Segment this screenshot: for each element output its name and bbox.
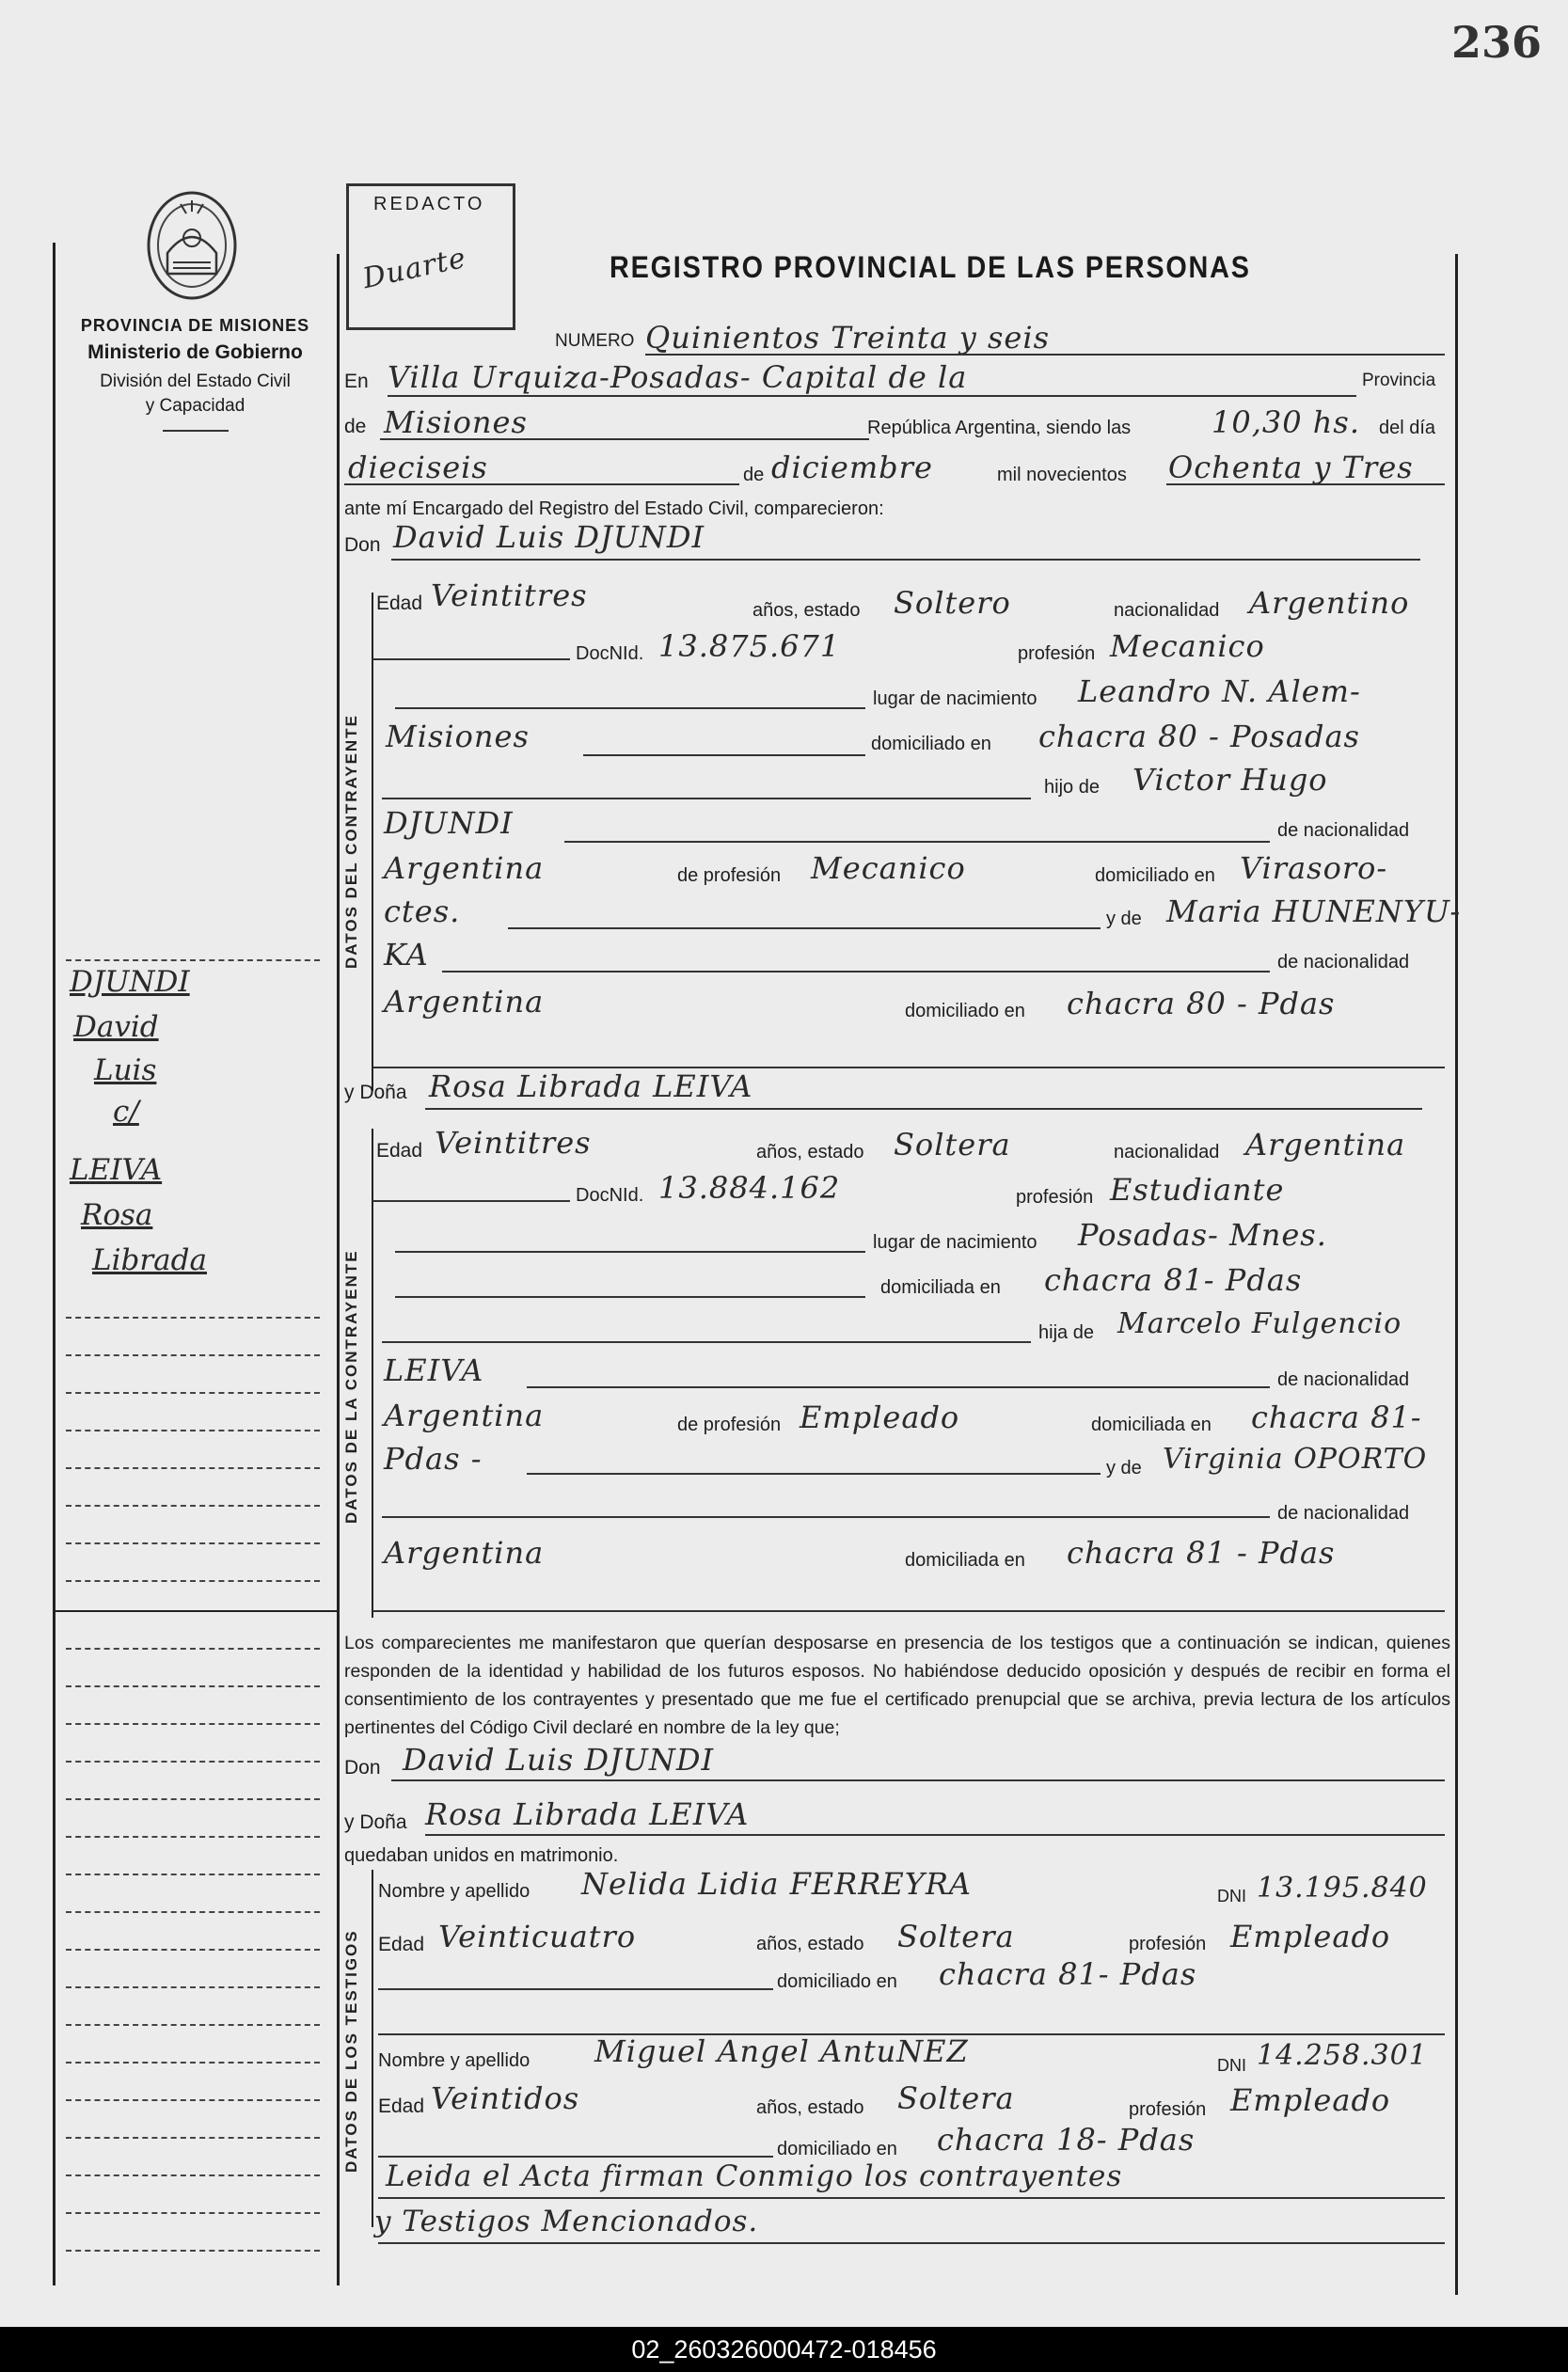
declaration-text: Los comparecientes me manifestaron que querían desposarse en presencia de los testigos que a continuación se indican, quienes responden de la identidad y habilidad de los futuros esposos. No habiéndose deducido oposición y después de recibir en forma el consentimiento de los contrayentes y presentado que me fue el certificado prenupcial que se archiva, previa lectura de los artículos pertinentes del Código Civil declaré en nombre de la ley que; xyxy=(344,1633,1450,1738)
w1-dni: 13.195.840 xyxy=(1257,1872,1428,1905)
groom-nac-label: nacionalidad xyxy=(1114,600,1220,621)
bride-edad-label: Edad xyxy=(376,1140,423,1162)
groom-doc-label: DocNId. xyxy=(576,643,644,664)
agency-ministry: Ministerio de Gobierno xyxy=(87,341,303,363)
bride-padre-1: Marcelo Fulgencio xyxy=(1117,1307,1402,1340)
bride-hija-label: hija de xyxy=(1038,1322,1094,1343)
w2-domicilio: chacra 18- Pdas xyxy=(937,2122,1196,2158)
bride-edad: Veintitres xyxy=(435,1125,592,1161)
en-label: En xyxy=(344,371,369,392)
bride-padre-nac-label: de nacionalidad xyxy=(1277,1369,1410,1390)
w1-edad-label: Edad xyxy=(378,1934,425,1955)
del-dia-label: del día xyxy=(1379,418,1436,438)
w1-dom-label: domiciliado en xyxy=(777,1971,897,1992)
bride-padre-dom-1: chacra 81- xyxy=(1251,1399,1422,1435)
ante-label: ante mí Encargado del Registro del Estado Civil, comparecieron: xyxy=(344,498,884,519)
mil-label: mil novecientos xyxy=(997,465,1127,485)
bride-side-label: DATOS DE LA CONTRAYENTE xyxy=(342,1249,360,1524)
bride-padre-prof: Empleado xyxy=(800,1399,960,1435)
margin-note-3: Luis xyxy=(94,1053,157,1087)
de-label-2: de xyxy=(743,465,765,485)
numero-label: NUMERO xyxy=(555,331,635,351)
groom-domicilio: chacra 80 - Posadas xyxy=(1038,719,1360,754)
bride-lugar: Posadas- Mnes. xyxy=(1078,1217,1327,1253)
agency-block xyxy=(56,316,334,432)
de-label: de xyxy=(344,416,367,437)
document-title: REGISTRO PROVINCIAL DE LAS PERSONAS xyxy=(610,250,1251,284)
groom-hijo-label: hijo de xyxy=(1044,777,1100,798)
bride-madre-nac-label: de nacionalidad xyxy=(1277,1503,1410,1524)
don-label: Don xyxy=(344,534,381,556)
w2-dni: 14.258.301 xyxy=(1257,2039,1428,2072)
bride-doc: 13.884.162 xyxy=(658,1170,841,1206)
provincia-value: Misiones xyxy=(384,404,528,440)
groom-edad-label: Edad xyxy=(376,593,423,614)
groom-doc: 13.875.671 xyxy=(658,628,841,664)
bride-estado: Soltera xyxy=(894,1127,1011,1162)
w2-nombre-label: Nombre y apellido xyxy=(378,2050,531,2071)
groom-estado: Soltero xyxy=(894,585,1011,621)
groom-padre-1: Victor Hugo xyxy=(1132,762,1328,798)
bride-anios-label: años, estado xyxy=(756,1142,864,1162)
groom-lugar-2: Misiones xyxy=(386,719,530,754)
margin-note-6: Rosa xyxy=(81,1198,153,1232)
w2-prof-label: profesión xyxy=(1129,2099,1207,2120)
place-value: Villa Urquiza-Posadas- Capital de la xyxy=(388,359,968,395)
groom-profesion: Mecanico xyxy=(1110,628,1265,664)
w2-dni-label: DNI xyxy=(1217,2056,1246,2075)
margin-note-4: c/ xyxy=(113,1095,139,1129)
groom-padre-prof: Mecanico xyxy=(811,850,966,886)
groom-name: David Luis DJUNDI xyxy=(393,519,705,555)
footer-bar xyxy=(0,2327,1568,2372)
w2-edad-label: Edad xyxy=(378,2095,425,2117)
republica-label: República Argentina, siendo las xyxy=(867,418,1132,438)
groom-nacionalidad: Argentino xyxy=(1249,585,1410,621)
groom-prof-label: profesión xyxy=(1018,643,1096,664)
w1-profesion: Empleado xyxy=(1230,1919,1391,1954)
groom-padre-prof-label: de profesión xyxy=(677,865,782,886)
margin-note-1: DJUNDI xyxy=(70,965,190,999)
groom-padre-dom-2: ctes. xyxy=(384,893,461,929)
w1-anios-label: años, estado xyxy=(756,1934,864,1954)
w2-dom-label: domiciliado en xyxy=(777,2139,897,2159)
w2-nombre: Miguel Angel AntuNEZ xyxy=(594,2033,969,2069)
redacto-stamp xyxy=(346,183,515,330)
stamp-label: REDACTO xyxy=(373,194,485,214)
groom-madre-2: KA xyxy=(384,937,429,973)
bride-prof-label: profesión xyxy=(1016,1187,1094,1208)
bride-madre-dom-label: domiciliada en xyxy=(905,1550,1025,1571)
groom-padre-2: DJUNDI xyxy=(384,805,514,841)
w1-prof-label: profesión xyxy=(1129,1934,1207,1954)
provincial-seal xyxy=(141,183,243,306)
page-number: 236 xyxy=(1450,17,1542,68)
decl-dona: Rosa Librada LEIVA xyxy=(425,1796,750,1832)
bride-padre-2: LEIVA xyxy=(384,1352,484,1388)
decl-don: David Luis DJUNDI xyxy=(403,1742,715,1778)
groom-madre-dom: chacra 80 - Pdas xyxy=(1067,986,1336,1021)
w2-edad: Veintidos xyxy=(431,2080,580,2116)
decl-don-label: Don xyxy=(344,1757,381,1779)
bride-madre-nac: Argentina xyxy=(384,1535,545,1571)
groom-lugar-1: Leandro N. Alem- xyxy=(1078,673,1361,709)
groom-side-label: DATOS DEL CONTRAYENTE xyxy=(342,714,360,969)
groom-padre-dom-label: domiciliado en xyxy=(1095,865,1215,886)
bride-name: Rosa Librada LEIVA xyxy=(429,1068,753,1104)
dona-label: y Doña xyxy=(344,1082,407,1103)
groom-madre-nac: Argentina xyxy=(384,984,545,1020)
numero-value: Quinientos Treinta y seis xyxy=(645,320,1050,356)
agency-division: División del Estado Civil xyxy=(100,372,291,391)
bride-profesion: Estudiante xyxy=(1110,1172,1285,1208)
provincia-label: Provincia xyxy=(1362,371,1436,390)
bride-padre-dom-2: Pdas - xyxy=(384,1441,483,1477)
bride-doc-label: DocNId. xyxy=(576,1185,644,1206)
groom-lugar-label: lugar de nacimiento xyxy=(873,688,1037,709)
groom-padre-dom-1: Virasoro- xyxy=(1240,850,1388,886)
decl-closing: quedaban unidos en matrimonio. xyxy=(344,1845,619,1866)
left-margin-line xyxy=(53,243,55,2285)
groom-anios-label: años, estado xyxy=(752,600,861,621)
bride-padre-prof-label: de profesión xyxy=(677,1415,782,1435)
groom-madre-dom-label: domiciliado en xyxy=(905,1001,1025,1021)
margin-divider xyxy=(53,1610,337,1612)
stamp-signature: Duarte xyxy=(359,241,469,296)
agency-capacity: y Capacidad xyxy=(145,396,245,416)
margin-note-2: David xyxy=(73,1010,159,1044)
bride-bracket xyxy=(372,1129,373,1618)
groom-y-de-label: y de xyxy=(1106,909,1142,929)
bride-y-de-label: y de xyxy=(1106,1458,1142,1479)
bride-domicilio: chacra 81- Pdas xyxy=(1044,1262,1303,1298)
groom-bracket xyxy=(372,593,373,1091)
w1-domicilio: chacra 81- Pdas xyxy=(939,1956,1197,1992)
w2-anios-label: años, estado xyxy=(756,2097,864,2118)
bride-madre-dom: chacra 81 - Pdas xyxy=(1067,1535,1336,1571)
bride-nac-label: nacionalidad xyxy=(1114,1142,1220,1162)
decl-dona-label: y Doña xyxy=(344,1811,407,1833)
bride-padre-nac: Argentina xyxy=(384,1398,545,1433)
groom-dom-label: domiciliado en xyxy=(871,734,991,754)
closing-note-1: Leida el Acta firman Conmigo los contrayentes xyxy=(386,2159,1123,2193)
w1-dni-label: DNI xyxy=(1217,1887,1246,1906)
w2-profesion: Empleado xyxy=(1230,2082,1391,2118)
w1-nombre: Nelida Lidia FERREYRA xyxy=(581,1866,973,1902)
bride-dom-label: domiciliada en xyxy=(880,1277,1001,1298)
w1-nombre-label: Nombre y apellido xyxy=(378,1881,531,1902)
bride-madre: Virginia OPORTO xyxy=(1163,1443,1428,1476)
anio-value: Ochenta y Tres xyxy=(1168,450,1414,485)
footer-id: 02_260326000472-018456 xyxy=(631,2335,937,2364)
margin-note-5: LEIVA xyxy=(70,1153,163,1187)
mes-value: diciembre xyxy=(771,450,933,485)
groom-madre-nac-label: de nacionalidad xyxy=(1277,952,1410,973)
groom-edad: Veintitres xyxy=(431,577,588,613)
groom-padre-nac-label: de nacionalidad xyxy=(1277,820,1410,841)
bride-nacionalidad: Argentina xyxy=(1245,1127,1406,1162)
w1-edad: Veinticuatro xyxy=(438,1919,637,1954)
closing-note-2: y Testigos Mencionados. xyxy=(374,2205,759,2238)
w1-estado: Soltera xyxy=(897,1919,1015,1954)
form-right-line xyxy=(1455,254,1458,2295)
witness-bracket xyxy=(372,1870,373,2227)
groom-madre-1: Maria HUNENYU- xyxy=(1166,893,1462,929)
margin-note-7: Librada xyxy=(92,1243,207,1277)
bride-padre-dom-label: domiciliada en xyxy=(1091,1415,1212,1435)
agency-province: PROVINCIA DE MISIONES xyxy=(80,316,310,335)
witness-side-label: DATOS DE LOS TESTIGOS xyxy=(342,1929,360,2173)
groom-padre-nac: Argentina xyxy=(384,850,545,886)
hora-value: 10,30 hs. xyxy=(1212,404,1360,440)
w2-estado: Soltera xyxy=(897,2080,1015,2116)
form-left-line xyxy=(337,254,340,2285)
dia-value: dieciseis xyxy=(348,450,488,485)
bride-lugar-label: lugar de nacimiento xyxy=(873,1232,1037,1253)
